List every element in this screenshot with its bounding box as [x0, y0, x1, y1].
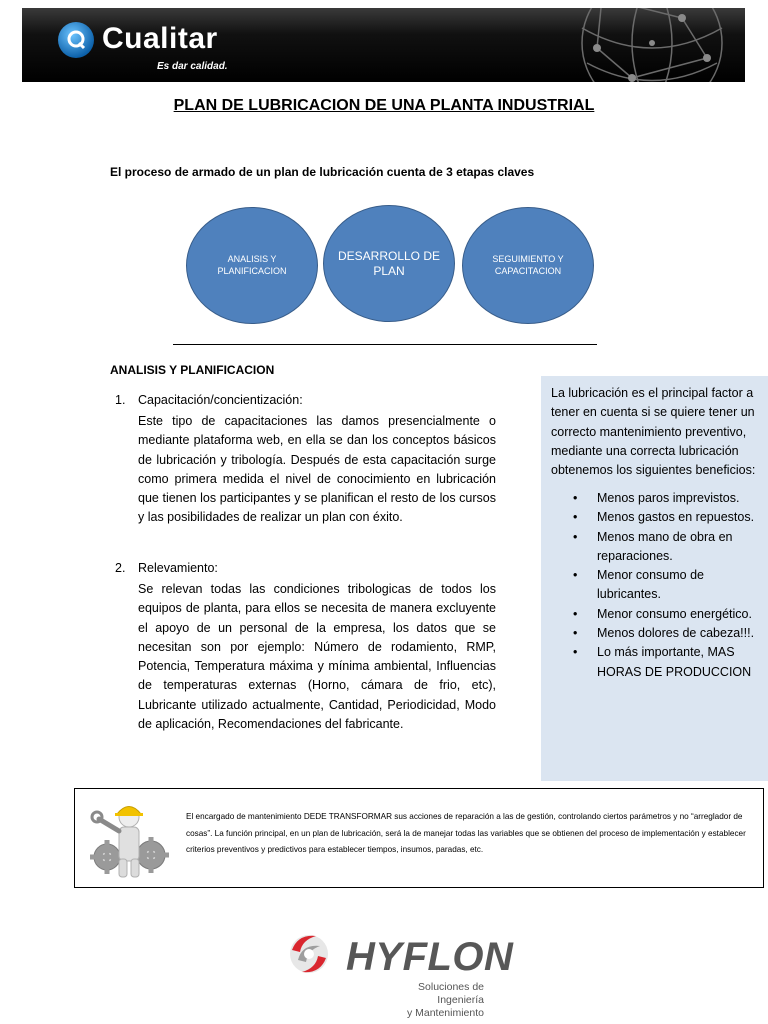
globe-network-icon: [542, 8, 742, 82]
item-body: Se relevan todas las condiciones tribologicas de todos los equipos de planta, para ellos se necesita de manera excluyente el apoyo de un personal de la empresa, los datos que se necesitan son por ejemplo: Número de rodamiento, RMP, Potencia, Temperatura máxima y mínima ambiental, Influencias de temperaturas externas (Horno, cámara de frio, etc), Lubricante utilizado actualmente, Cantidad, Periodicidad, Modo de aplicación, Recomendaciones del fabricante.: [138, 582, 496, 732]
stage-analysis-circle: ANALISIS Y PLANIFICACION: [186, 207, 318, 324]
benefit-item: • Menos dolores de cabeza!!!.: [551, 624, 768, 643]
footer-sub-line2: y Mantenimiento: [406, 1007, 484, 1019]
bullet-icon: •: [573, 645, 578, 660]
bullet-icon: •: [573, 626, 578, 641]
brand-tagline: Es dar calidad.: [157, 61, 228, 72]
divider-line: [173, 344, 597, 345]
page-title: PLAN DE LUBRICACION DE UNA PLANTA INDUSTRIAL: [173, 97, 595, 114]
bullet-icon: •: [573, 529, 578, 544]
benefit-item: • Lo más importante, MAS HORAS DE PRODUCCION: [573, 645, 752, 679]
bullet-icon: •: [573, 606, 578, 621]
item-body: Este tipo de capacitaciones las damos presencialmente o mediante plataforma web, en ella se dan los conceptos básicos de lubricación y tribología. Después de esta capacitación surge como primera medida el nivel de conocimiento en lubricación que tienen los participantes y se planifican el resto de los cursos y las posibilidades de realizar un plan con éxito.: [138, 414, 496, 525]
item-title: Relevamiento:: [138, 561, 218, 575]
benefits-list: [551, 489, 768, 682]
footer-brand: HYFLON: [346, 935, 514, 979]
hyflon-logo-icon: [288, 930, 330, 982]
stage-followup-circle: SEGUIMIENTO Y CAPACITACION: [462, 207, 594, 324]
section-heading: ANALISIS Y PLANIFICACION: [110, 363, 275, 377]
benefits-box: [541, 376, 768, 781]
cualitar-logo-icon: [56, 20, 96, 60]
intro-text: El proceso de armado de un plan de lubricación cuenta de 3 etapas claves: [110, 165, 535, 179]
bullet-icon: •: [573, 510, 578, 525]
bullet-icon: •: [573, 491, 578, 505]
footer-subtitle: [372, 981, 484, 1020]
header-banner: [22, 8, 745, 82]
worker-with-gears-icon: [89, 797, 169, 879]
benefit-item: • Menor consumo de lubricantes.: [573, 568, 705, 602]
item-title: Capacitación/concientización:: [138, 393, 303, 407]
benefit-item: • Menor consumo energético.: [551, 605, 768, 624]
footer-sub-line1: Soluciones de Ingeniería: [418, 981, 484, 1006]
bullet-icon: •: [573, 568, 578, 583]
stage-development-circle: DESARROLLO DE PLAN: [323, 205, 455, 322]
benefit-item: • Menos paros imprevistos.: [551, 489, 768, 508]
benefit-item: • Menos gastos en repuestos.: [551, 508, 768, 527]
brand-name: Cualitar: [102, 22, 218, 55]
maintenance-note-box: [74, 788, 764, 888]
benefits-intro: La lubricación es el principal factor a tener en cuenta si se quiere tener un correcto mantenimiento preventivo, mediante una correcta lubricación obtenemos los siguientes beneficios:: [551, 386, 756, 478]
maintenance-note-text: El encargado de mantenimiento DEDE TRANSFORMAR sus acciones de reparación a las de gestión, controlando ciertos parámetros y no “arreglador de cosas”. La función principal, en un plan de lubricación, será la de manejar todas las variables que se obtienen del proceso de implementación y establecer criterios preventivos y predictivos para establecer tiempos, insumos, paradas, etc.: [186, 812, 746, 855]
item-number: 1.: [115, 393, 126, 407]
item-number: 2.: [115, 561, 126, 575]
benefit-item: • Menos mano de obra en reparaciones.: [573, 529, 733, 563]
